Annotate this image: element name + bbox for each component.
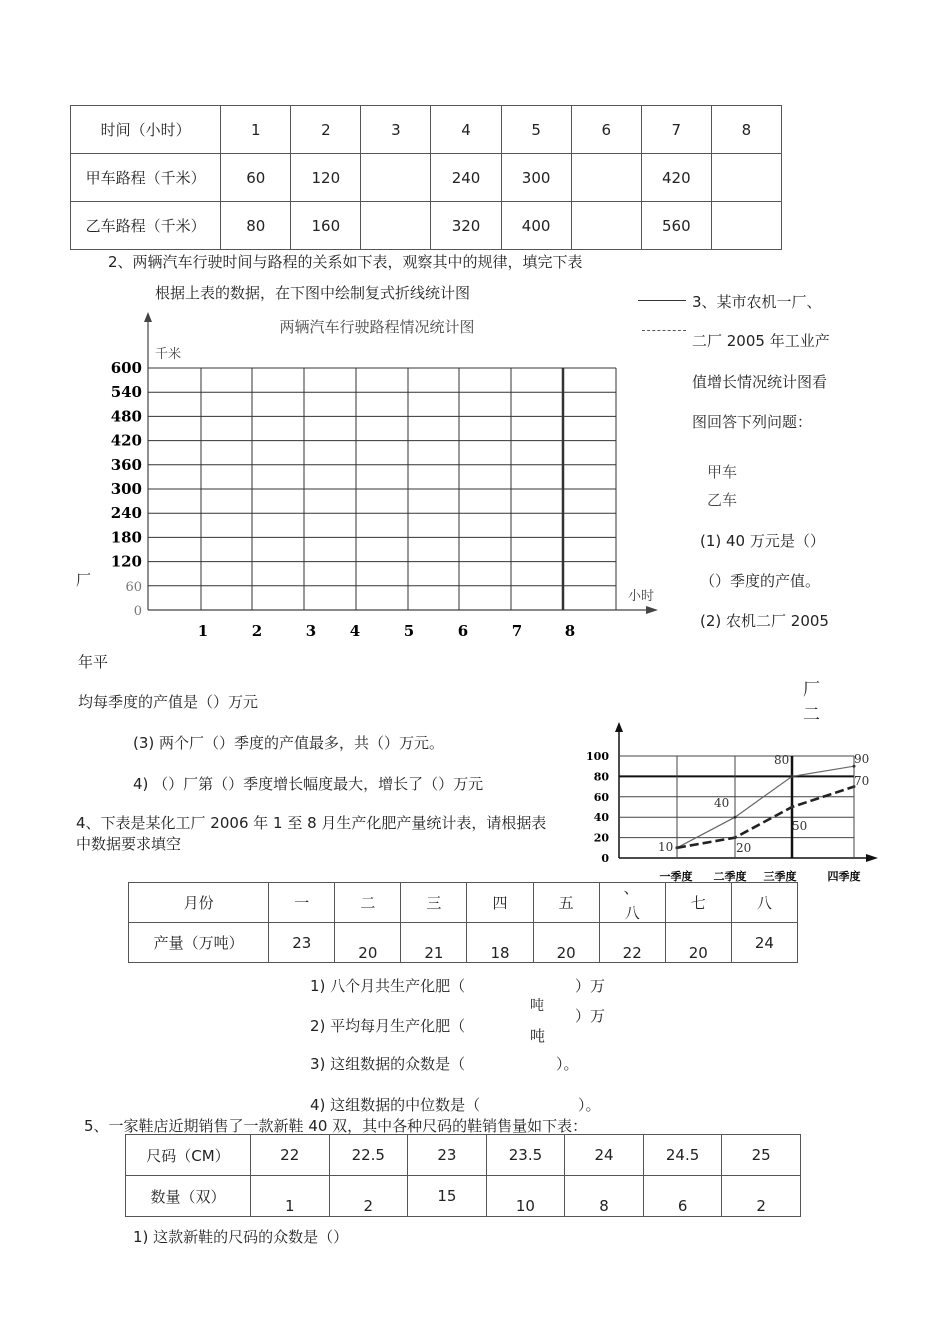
hour-cell: 5 [501, 106, 571, 154]
legend-a-label: 甲车 [707, 463, 738, 481]
y-tick-label: 540 [110, 383, 142, 402]
y-tick-label: 60 [593, 790, 609, 804]
hour-cell: 6 [571, 106, 641, 154]
data-label: 70 [854, 774, 870, 788]
y-tick-label: 60 [125, 579, 142, 595]
table-cell: 160 [291, 202, 361, 250]
chart1-x-arrow [646, 606, 658, 614]
y-tick-label: 0 [601, 852, 609, 865]
q3-line3: 值增长情况统计图看 [692, 373, 828, 391]
q5-q1: 1) 这款新鞋的尺码的众数是（） [133, 1228, 349, 1246]
table-cell: 120 [291, 154, 361, 202]
count-cell [722, 1176, 801, 1217]
table-cell [711, 202, 781, 250]
header-row [129, 883, 798, 923]
x-tick-label: 三季度 [763, 870, 797, 883]
count-value: 1 [284, 1197, 295, 1215]
size-cell: 23 [408, 1135, 487, 1176]
size-cell: 22 [250, 1135, 329, 1176]
hour-cell: 1 [221, 106, 291, 154]
q2-subtitle: 根据上表的数据，在下图中绘制复式折线统计图 [155, 284, 471, 302]
output-value: 23 [292, 933, 312, 952]
legend-dashed-line [642, 330, 686, 331]
y-tick-label: 600 [110, 359, 142, 377]
factory-char: 厂 [803, 680, 820, 700]
header-label: 尺码（CM） [126, 1135, 251, 1176]
table-row [71, 106, 782, 154]
chart2-y-arrow [615, 722, 623, 732]
output-value: 21 [424, 943, 444, 962]
table-cell: 320 [431, 202, 501, 250]
data-label: 10 [658, 840, 674, 854]
output-cell [467, 923, 533, 963]
y-tick-label: 300 [110, 480, 142, 498]
chart2-x-arrow [866, 854, 878, 862]
header-row [126, 1135, 801, 1176]
y-tick-label: 100 [586, 750, 609, 763]
row-label: 产量（万吨） [129, 923, 269, 963]
y-tick-label: 240 [110, 504, 142, 523]
month-label: 八 [624, 904, 640, 922]
q3-p2b: 年平 [78, 653, 109, 671]
header-label: 月份 [129, 883, 269, 923]
output-value: 24 [754, 933, 774, 952]
count-value: 15 [437, 1187, 457, 1205]
count-cell [486, 1176, 565, 1217]
row-label: 甲车路程（千米） [71, 154, 221, 202]
data-label: 80 [774, 753, 790, 767]
table-cell: 300 [501, 154, 571, 202]
q4-a1-unit: 吨 [530, 998, 544, 1014]
q3-p2a: (2) 农机二厂 2005 [700, 612, 829, 630]
month-cell: 八 [731, 883, 797, 923]
x-tick-label: 3 [305, 622, 317, 640]
table-row [71, 154, 782, 202]
count-cell [643, 1176, 722, 1217]
table-cell [361, 154, 431, 202]
month-cell: 五 [533, 883, 599, 923]
data-point [791, 775, 794, 778]
data-point [734, 816, 737, 819]
table-cell [711, 154, 781, 202]
count-cell [408, 1176, 487, 1217]
hour-cell: 3 [361, 106, 431, 154]
stray-char: 厂 [76, 571, 92, 589]
y-tick-label: 120 [110, 552, 142, 571]
month-cell: 三 [401, 883, 467, 923]
count-value: 6 [677, 1197, 688, 1215]
y-tick-label: 360 [110, 455, 142, 474]
x-tick-label: 二季度 [713, 870, 747, 883]
q4-a1-end: ）万 [575, 977, 606, 995]
count-value: 2 [363, 1197, 374, 1215]
count-cell [565, 1176, 644, 1217]
y-tick-label: 180 [110, 528, 142, 547]
q5-title: 5、一家鞋店近期销售了一款新鞋 40 双，其中各种尺码的鞋销售量如下表： [84, 1117, 588, 1135]
hour-cell: 7 [641, 106, 711, 154]
output-cell [401, 923, 467, 963]
q4-line2: 中数据要求填空 [76, 835, 182, 853]
count-value: 8 [599, 1197, 609, 1215]
q4-a4-end: ）。 [578, 1096, 601, 1114]
table-cell: 240 [431, 154, 501, 202]
output-cell [731, 923, 797, 963]
legend-b-label: 乙车 [707, 491, 738, 509]
distance-chart-grid [80, 310, 670, 650]
month-cell: 一 [269, 883, 335, 923]
hour-cell: 8 [711, 106, 781, 154]
x-tick-label: 一季度 [659, 870, 693, 883]
stray-mark: 、 [623, 879, 639, 897]
q4-a3-end: ）。 [556, 1055, 579, 1073]
q3-p1a: (1) 40 万元是（） [700, 532, 825, 550]
q4-a4: 4) 这组数据的中位数是（ [310, 1096, 481, 1114]
x-tick-label: 1 [197, 622, 209, 640]
data-label: 40 [714, 796, 730, 810]
x-tick-label: 2 [251, 622, 263, 640]
x-tick-label: 6 [457, 622, 469, 640]
y-tick-label: 40 [593, 811, 609, 825]
q4-a2-end: ）万 [575, 1007, 606, 1025]
output-cell [533, 923, 599, 963]
output-value: 22 [622, 943, 642, 962]
shoe-size-table [125, 1134, 801, 1217]
table-cell: 420 [641, 154, 711, 202]
table-cell: 400 [501, 202, 571, 250]
fertilizer-table [128, 879, 798, 963]
y-tick-label: 20 [593, 831, 609, 845]
x-tick-label: 7 [511, 622, 523, 640]
x-tick-label: 4 [349, 622, 361, 640]
q3-p4: 4) （）厂第（）季度增长幅度最大，增长了（）万元 [133, 775, 484, 793]
row-label: 乙车路程（千米） [71, 202, 221, 250]
q3-p2c: 均每季度的产值是（）万元 [78, 693, 259, 711]
data-label: 90 [854, 752, 870, 766]
x-tick-label: 5 [403, 622, 415, 640]
row-label: 时间（小时） [71, 106, 221, 154]
count-value: 2 [756, 1197, 766, 1215]
q3-line1: 3、某市农机一厂、 [692, 293, 822, 311]
q3-line2: 二厂 2005 年工业产 [692, 332, 830, 350]
output-cell [269, 923, 335, 963]
size-cell: 24.5 [643, 1135, 722, 1176]
output-value: 20 [688, 943, 708, 962]
y-tick-label: 80 [593, 770, 609, 784]
month-cell: 七 [665, 883, 731, 923]
data-row [129, 923, 798, 963]
chart1-title: 两辆汽车行驶路程情况统计图 [279, 318, 475, 336]
output-value: 20 [358, 943, 378, 962]
x-tick-label: 四季度 [827, 870, 861, 883]
output-cell [665, 923, 731, 963]
data-point [791, 806, 794, 809]
hour-cell: 4 [431, 106, 501, 154]
table-cell [361, 202, 431, 250]
data-label: 20 [736, 841, 752, 855]
size-cell: 23.5 [486, 1135, 565, 1176]
chart1-y-arrow [144, 312, 152, 322]
table-row [71, 202, 782, 250]
q4-a1: 1) 八个月共生产化肥（ [310, 977, 466, 995]
q4-a2: 2) 平均每月生产化肥（ [310, 1017, 466, 1035]
output-cell [599, 923, 665, 963]
month-cell: 二 [335, 883, 401, 923]
q2-title: 2、两辆汽车行驶时间与路程的关系如下表，观察其中的规律，填完下表 [108, 253, 583, 271]
data-label: 50 [792, 819, 808, 833]
row-label: 数量（双） [126, 1176, 251, 1217]
y-tick-label: 0 [133, 604, 142, 619]
x-tick-label: 8 [564, 622, 576, 640]
size-cell: 25 [722, 1135, 801, 1176]
time-distance-table [70, 105, 782, 250]
table-cell [571, 154, 641, 202]
data-point [676, 846, 679, 849]
chart1-ylabel: 千米 [155, 347, 182, 362]
data-point [734, 836, 737, 839]
output-value: 18 [490, 943, 510, 962]
q4-a2-unit: 吨 [530, 1027, 546, 1045]
table-cell: 60 [221, 154, 291, 202]
output-cell [335, 923, 401, 963]
count-cell [329, 1176, 408, 1217]
table-cell: 560 [641, 202, 711, 250]
table-cell: 80 [221, 202, 291, 250]
output-value: 20 [556, 943, 576, 962]
q3-p1b: （）季度的产值。 [700, 572, 821, 590]
table-cell [571, 202, 641, 250]
count-value: 10 [515, 1197, 535, 1215]
month-cell: 四 [467, 883, 533, 923]
factory-output-chart [586, 722, 890, 892]
y-tick-label: 420 [110, 431, 142, 450]
q3-line4: 图回答下列问题： [692, 413, 813, 431]
series-line-factory1 [677, 766, 854, 848]
data-row [126, 1176, 801, 1217]
chart1-xlabel: 小时 [628, 589, 655, 604]
factory-char-2: 二 [803, 705, 820, 725]
q3-p3: (3) 两个厂（）季度的产值最多，共（）万元。 [133, 734, 445, 752]
y-tick-label: 480 [110, 407, 142, 426]
count-cell [250, 1176, 329, 1217]
month-cell [599, 879, 665, 923]
q4-a3: 3) 这组数据的众数是（ [310, 1055, 466, 1073]
size-cell: 24 [565, 1135, 644, 1176]
legend-solid-line [638, 300, 686, 301]
size-cell: 22.5 [329, 1135, 408, 1176]
q4-line1: 4、下表是某化工厂 2006 年 1 至 8 月生产化肥产量统计表，请根据表 [76, 814, 547, 832]
hour-cell: 2 [291, 106, 361, 154]
